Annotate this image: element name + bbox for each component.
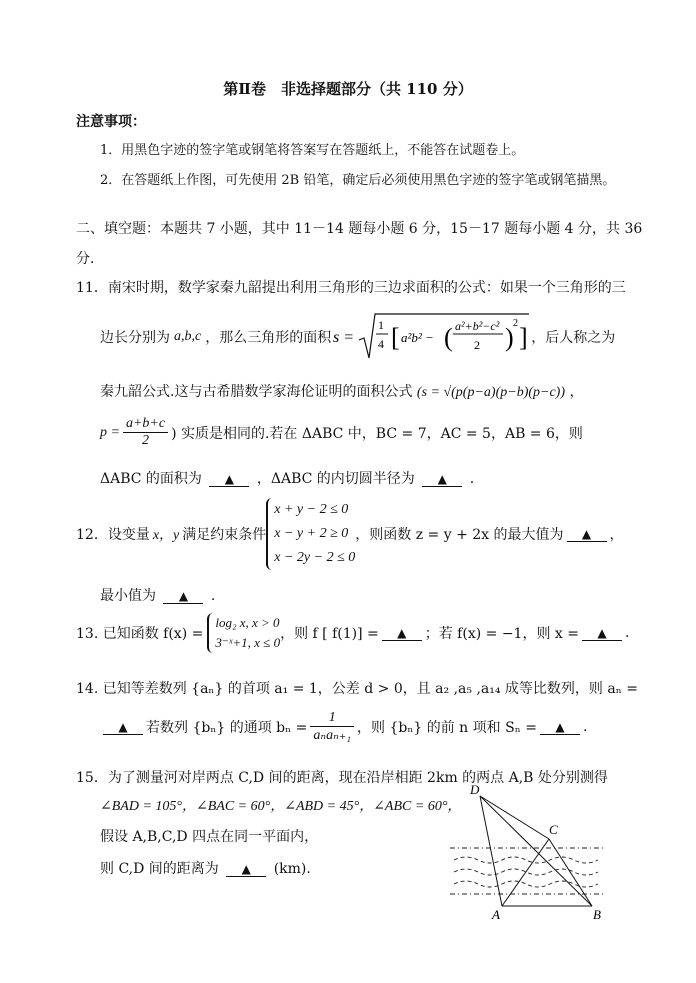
answer-blank[interactable]: ▲ xyxy=(382,626,422,641)
constraint-3: x − 2y − 2 ≤ 0 xyxy=(274,550,356,565)
q11-l2-vars: a,b,c xyxy=(174,329,202,344)
svg-text:): ) xyxy=(505,323,514,352)
answer-blank[interactable]: ▲ xyxy=(209,472,249,487)
case-1: log₂ x, x > 0 xyxy=(215,615,280,630)
q12-vars: x，y xyxy=(152,528,180,543)
q13-mid2: ；若 f(x) = −1，则 x = xyxy=(424,626,579,642)
point-label-D: D xyxy=(470,782,480,797)
answer-blank[interactable]: ▲ xyxy=(226,862,266,877)
svg-text:s =: s = xyxy=(333,329,355,346)
answer-blank[interactable]: ▲ xyxy=(567,527,607,542)
bn-numerator: 1 xyxy=(310,710,354,727)
section-heading-line2: 分． xyxy=(76,251,104,267)
q15-line4 xyxy=(100,858,311,878)
point-label-C: C xyxy=(549,822,558,837)
q11-l3-post: ， xyxy=(569,384,584,400)
q12-pre: 12．设变量 xyxy=(76,527,150,543)
case-2: 3⁻ˣ+1, x ≤ 0 xyxy=(215,635,281,650)
svg-text:2: 2 xyxy=(474,338,481,352)
q11-p-denominator: 2 xyxy=(142,433,149,448)
q12-l2-end: . xyxy=(210,588,216,604)
q14-l2-post: ，则 {bₙ} 的前 n 项和 Sₙ = xyxy=(357,720,537,736)
answer-blank[interactable]: ▲ xyxy=(163,589,203,604)
q12-post-end: ， xyxy=(609,527,624,543)
q14-line2 xyxy=(100,710,587,744)
constraint-system xyxy=(266,498,355,570)
q15-line2: ∠BAD = 105°，∠BAC = 60°，∠ABD = 45°，∠ABC = 60°， xyxy=(100,799,462,814)
q11-l3-pre: 秦九韶公式.这与古希腊数学家海伦证明的面积公式 xyxy=(100,384,413,400)
svg-text:]: ] xyxy=(519,323,528,352)
answer-blank[interactable]: ▲ xyxy=(582,626,622,641)
q13-end: . xyxy=(624,625,630,641)
bn-denominator: aₙaₙ₊₁ xyxy=(313,728,351,743)
q12-line2 xyxy=(100,585,215,605)
q11-line2 xyxy=(100,312,615,362)
svg-text:a²+b²−c²: a²+b²−c² xyxy=(455,319,500,333)
notice-item-1: 1．用黑色字迹的签字笔或钢笔将答案写在答题纸上，不能答在试题卷上。 xyxy=(100,143,525,158)
notice-label: 注意事项： xyxy=(76,114,146,130)
piecewise-function xyxy=(207,613,280,653)
constraint-1: x + y − 2 ≤ 0 xyxy=(274,502,349,517)
q11-l5-end: . xyxy=(469,471,475,487)
q11-p-fraction xyxy=(123,416,168,449)
q11-l4-text: ) 实质是相同的.若在 ΔABC 中，BC = 7，AC = 5，AB = 6，则 xyxy=(171,425,583,442)
q14-l2-end: . xyxy=(582,719,588,735)
q11-p-label: p = xyxy=(100,424,120,440)
point-label-B: B xyxy=(593,907,601,922)
q15-line3: 假设 A,B,C,D 四点在同一平面内， xyxy=(100,829,319,845)
q15-line1: 15．为了测量河对岸两点 C,D 间的距离，现在沿岸相距 2km 的两点 A,B 处分别测得 xyxy=(76,770,608,786)
q13-mid1: ，则 f [ f(1)] = xyxy=(280,626,379,642)
q15-l4-unit: (km). xyxy=(273,861,311,877)
q11-line1: 11．南宋时期，数学家秦九韶提出利用三角形的三边求面积的公式：如果一个三角形的三 xyxy=(76,280,626,296)
q12-l2: 最小值为 xyxy=(100,588,156,604)
svg-text:1: 1 xyxy=(378,318,385,332)
river-figure xyxy=(440,782,610,922)
point-label-A: A xyxy=(492,907,500,922)
bn-fraction xyxy=(310,710,354,744)
q11-l5-pre: ΔABC 的面积为 xyxy=(100,471,202,487)
constraint-2: x − y + 2 ≥ 0 xyxy=(274,526,349,541)
svg-text:a²b² −: a²b² − xyxy=(401,330,435,345)
q12-post: ，则函数 z = y + 2x 的最大值为 xyxy=(355,527,564,543)
q12-mid: 满足约束条件 xyxy=(182,527,267,543)
q14-line1: 14. 已知等差数列 {aₙ} 的首项 a₁ = 1，公差 d > 0，且 a₂ ,a₅ ,a₁₄ 成等比数列，则 aₙ = xyxy=(76,681,638,697)
q11-line4 xyxy=(100,416,583,449)
q11-l2-mid: ，那么三角形的面积 xyxy=(205,330,332,346)
q11-l2-post: ，后人称之为 xyxy=(531,330,616,346)
q13-line xyxy=(76,613,629,653)
heron-formula: (s = √(p(p−a)(p−b)(p−c)) xyxy=(416,385,565,400)
answer-blank[interactable]: ▲ xyxy=(103,720,143,735)
svg-text:2: 2 xyxy=(513,318,519,329)
triangle-lines xyxy=(480,796,592,906)
section-title: 第Ⅱ卷 非选择题部分（共 110 分） xyxy=(223,80,473,98)
riverbank-lines xyxy=(450,848,605,894)
q12-line1 xyxy=(76,498,624,570)
q11-line5 xyxy=(100,468,474,488)
svg-text:[: [ xyxy=(391,323,400,352)
notice-item-2: 2．在答题纸上作图，可先使用 2B 铅笔，确定后必须使用黑色字迹的签字笔或钢笔描黑。 xyxy=(100,173,616,188)
section-heading-line1: 二、填空题：本题共 7 小题，其中 11－14 题每小题 6 分，15－17 题每小题 4 分，共 36 xyxy=(76,221,643,237)
answer-blank[interactable]: ▲ xyxy=(540,720,580,735)
q11-p-numerator: a+b+c xyxy=(123,416,168,433)
svg-text:4: 4 xyxy=(378,337,385,351)
q11-l5-mid: ，ΔABC 的内切圆半径为 xyxy=(256,471,415,487)
q11-l2-pre: 边长分别为 xyxy=(100,330,170,346)
q14-l2-mid: 若数列 {bₙ} 的通项 bₙ = xyxy=(146,720,308,736)
q13-pre: 13. 已知函数 f(x) = xyxy=(76,626,204,642)
qin-jiushao-formula xyxy=(331,312,531,362)
svg-text:(: ( xyxy=(444,323,453,352)
q11-line3 xyxy=(100,381,583,401)
answer-blank[interactable]: ▲ xyxy=(422,472,462,487)
q15-l4-pre: 则 C,D 间的距离为 xyxy=(100,861,219,877)
